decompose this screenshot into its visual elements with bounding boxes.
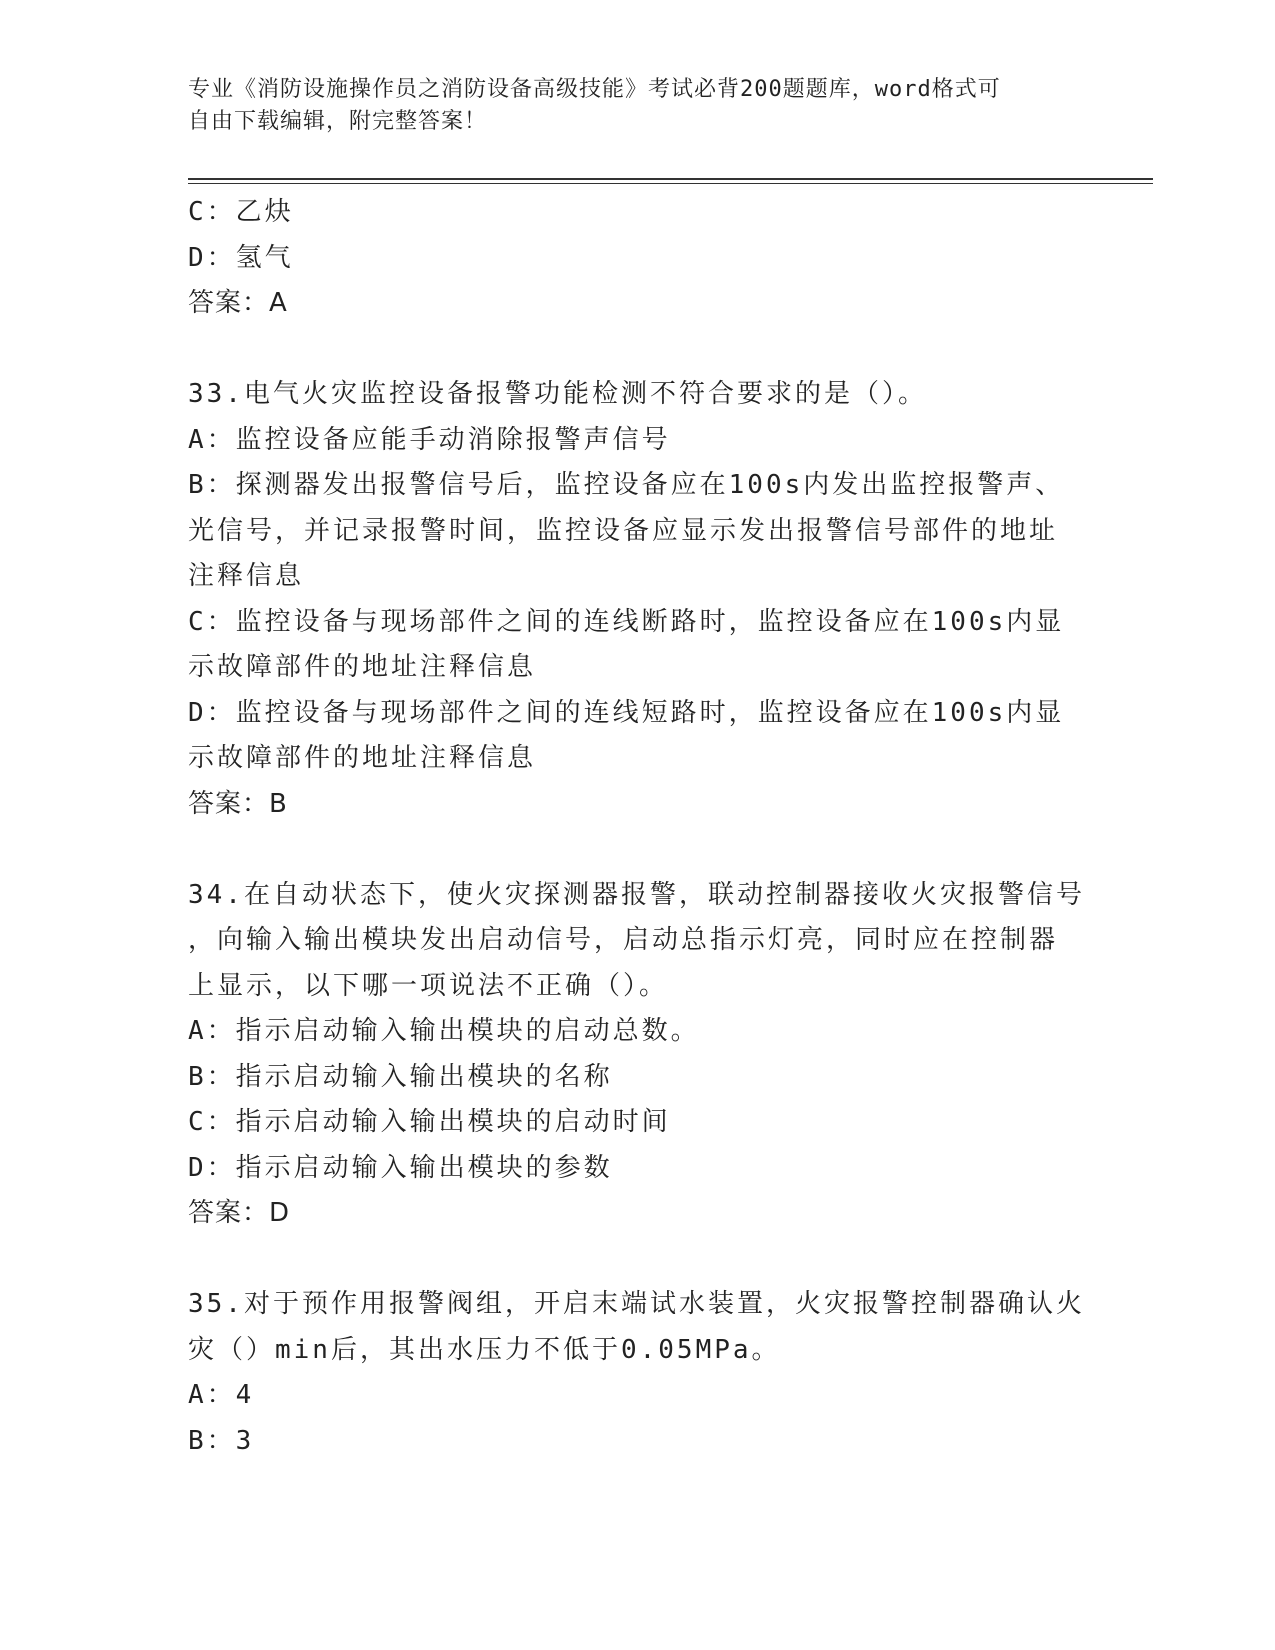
option-a: A：指示启动输入输出模块的启动总数。 [188,1016,700,1046]
spacer [188,1237,1088,1283]
option-d-line-2: 示故障部件的地址注释信息 [188,743,537,773]
option-a: A：4 [188,1380,255,1410]
option-b-line-3: 注释信息 [188,561,305,591]
answer-line: 答案：A [188,288,288,318]
question-stem-line-1: 35.对于预作用报警阀组，开启末端试水装置，火灾报警控制器确认火 [188,1289,1085,1319]
spacer [188,327,1088,373]
question-stem-line-2: ，向输入输出模块发出启动信号，启动总指示灯亮，同时应在控制器 [188,925,1059,955]
option-b: B：3 [188,1425,255,1456]
spacer [188,827,1088,873]
option-b-line-2: 光信号，并记录报警时间，监控设备应显示发出报警信号部件的地址 [188,515,1059,546]
header-divider-thick [188,178,1153,180]
option-d: D：指示启动输入输出模块的参数 [188,1152,613,1183]
option-b-line-1: B：探测器发出报警信号后，监控设备应在100s内发出监控报警声、 [188,470,1065,500]
question-35 [188,1282,1088,1464]
question-stem-line-3: 上显示，以下哪一项说法不正确（）。 [188,970,669,1001]
answer-line: 答案：D [188,1198,291,1228]
question-stem: 33.电气火灾监控设备报警功能检测不符合要求的是（）。 [188,379,927,409]
header-title-line-2: 自由下载编辑，附完整答案！ [188,109,488,134]
document-header [188,74,1088,138]
header-divider-thin [188,183,1153,184]
option-a: A：监控设备应能手动消除报警声信号 [188,424,671,455]
question-33 [188,372,1088,827]
question-stem-line-2: 灾（）min后，其出水压力不低于0.05MPa。 [188,1334,781,1365]
option-c-line-1: C：监控设备与现场部件之间的连线断路时，监控设备应在100s内显 [188,606,1065,637]
option-d-line-1: D：监控设备与现场部件之间的连线短路时，监控设备应在100s内显 [188,697,1065,728]
question-32-tail [188,190,1088,327]
option-d: D：氢气 [188,242,294,273]
option-b: B：指示启动输入输出模块的名称 [188,1061,613,1092]
option-c-line-2: 示故障部件的地址注释信息 [188,652,537,682]
question-stem-line-1: 34.在自动状态下，使火灾探测器报警，联动控制器接收火灾报警信号 [188,879,1085,910]
question-content [188,190,1088,1464]
option-c: C：乙炔 [188,197,294,227]
option-c: C：指示启动输入输出模块的启动时间 [188,1107,671,1137]
question-34 [188,873,1088,1237]
answer-line: 答案：B [188,788,288,819]
header-title-line-1: 专业《消防设施操作员之消防设备高级技能》考试必背200题题库，word格式可 [188,77,1001,102]
